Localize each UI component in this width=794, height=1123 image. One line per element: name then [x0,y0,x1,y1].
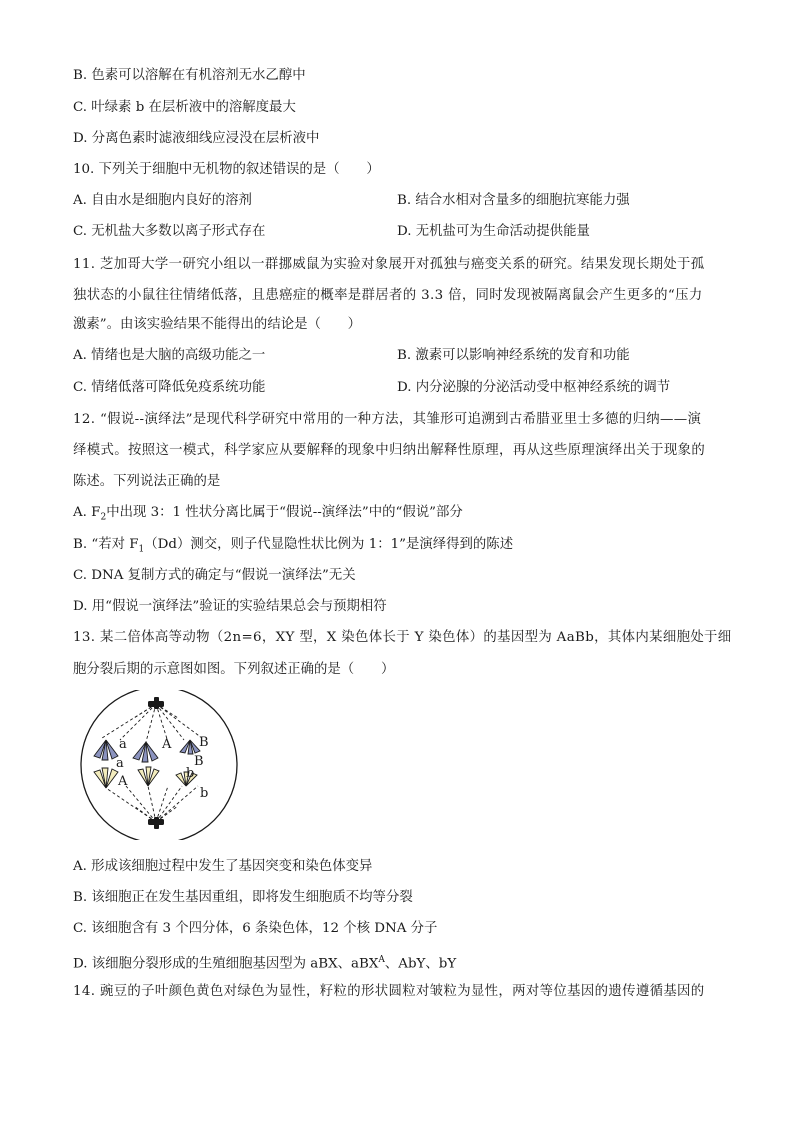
q10-stem: 10. 下列关于细胞中无机物的叙述错误的是（ ） [73,162,380,177]
cell-membrane [81,690,237,840]
label-B-middle: B [194,754,204,769]
q12-option-a: A. $F_2$中出现 3：1 性状分离比属于“假说--演绎法”中的“假说”部分 [73,505,463,523]
q13-stem-line1: 13. 某二倍体高等动物（2n=6，XY 型，X 染色体长于 Y 染色体）的基因型为 AaBb，其体内某细胞处于细 [73,630,732,645]
q9-option-c: C. 叶绿素 b 在层析液中的溶解度最大 [73,100,296,115]
upper-chromosomes [94,740,200,762]
q13-option-c: C. 该细胞含有 3 个四分体，6 条染色体，12 个核 DNA 分子 [73,921,438,936]
label-B-upper: B [199,735,209,750]
q12-stem-line1: 12. “假说--演绎法”是现代科学研究中常用的一种方法，其雏形可追溯到古希腊亚里士多德的归纳——演 [73,412,702,427]
q11-stem-line1: 11. 芝加哥大学一研究小组以一群挪威鼠为实验对象展开对孤独与癌变关系的研究。结果发现长期处于孤 [73,257,705,272]
q13-option-b: B. 该细胞正在发生基因重组，即将发生细胞质不均等分裂 [73,890,413,905]
lower-chromosomes [94,767,197,788]
q11-stem-line2: 独状态的小鼠往往情绪低落，且患癌症的概率是群居者的 3.3 倍，同时发现被隔离鼠会产生更多的“压力 [73,288,703,303]
q11-stem-line3: 激素”。由该实验结果不能得出的结论是（ ） [73,317,362,332]
q13-option-d: D. 该细胞分裂形成的生殖细胞基因型为 aBX、aBX$^A$、AbY、bY [73,955,457,972]
cell-division-diagram [78,690,240,840]
q10-option-d: D. 无机盐可为生命活动提供能量 [397,224,590,239]
label-A-lower: A [118,774,128,789]
q9-option-d: D. 分离色素时滤液细线应浸没在层析液中 [73,131,320,146]
label-a-upper: a [119,737,127,752]
q11-option-c: C. 情绪低落可降低免疫系统功能 [73,380,266,395]
q11-option-b: B. 激素可以影响神经系统的发育和功能 [397,348,630,363]
centriole-bottom [148,817,164,829]
q11-option-d: D. 内分泌腺的分泌活动受中枢神经系统的调节 [397,380,671,395]
q14-stem-line1: 14. 豌豆的子叶颜色黄色对绿色为显性，籽粒的形状圆粒对皱粒为显性，两对等位基因的遗传遵循基因的 [73,984,705,999]
q12-option-d: D. 用“假说一演绎法”验证的实验结果总会与预期相符 [73,599,387,614]
q13-option-a: A. 形成该细胞过程中发生了基因突变和染色体变异 [73,859,373,874]
q12-option-b: B. “若对 $F_1(Dd)$测交，则子代显隐性状比例为 1：1”是演绎得到的陈述 [73,537,514,555]
label-a-middle: a [116,756,124,771]
q9-option-b: B. 色素可以溶解在有机溶剂无水乙醇中 [73,68,306,83]
q11-option-a: A. 情绪也是大脑的高级功能之一 [73,348,266,363]
q10-option-a: A. 自由水是细胞内良好的溶剂 [73,193,252,208]
label-b-middle: b [186,766,195,781]
q12-option-c: C. DNA 复制方式的确定与“假说一演绎法”无关 [73,568,356,583]
spindle-fibers-top [102,704,202,742]
q12-stem-line2: 绎模式。按照这一模式，科学家应从要解释的现象中归纳出解释性原理，再从这些原理演绎出关于现象的 [73,443,706,458]
spindle-fibers-bottom [106,786,198,822]
q10-option-c: C. 无机盐大多数以离子形式存在 [73,224,266,239]
label-b-lower: b [200,786,209,801]
q10-option-b: B. 结合水相对含量多的细胞抗寒能力强 [397,193,630,208]
q13-stem-line2: 胞分裂后期的示意图如图。下列叙述正确的是（ ） [73,662,395,677]
q12-stem-line3: 陈述。下列说法正确的是 [73,474,221,489]
label-A-upper: A [162,737,172,752]
